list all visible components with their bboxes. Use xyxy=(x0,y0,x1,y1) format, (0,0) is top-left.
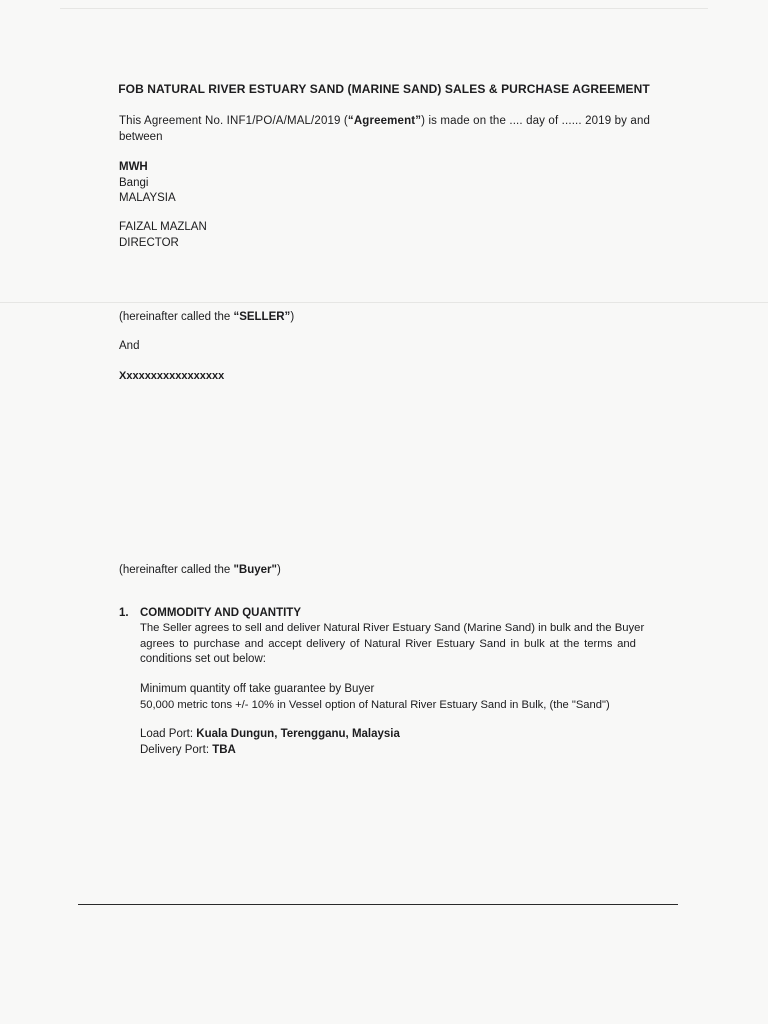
load-port-line xyxy=(140,727,400,743)
buyer-designation-prefix: (hereinafter called the xyxy=(119,564,234,576)
buyer-designation-term: "Buyer" xyxy=(233,564,277,576)
scan-artifact-top xyxy=(60,8,708,9)
minimum-quantity-block xyxy=(140,682,610,713)
delivery-port-label: Delivery Port: xyxy=(140,743,213,756)
load-port-label: Load Port: xyxy=(140,728,197,740)
seller-designation-term: “SELLER” xyxy=(233,311,291,323)
min-qty-line-1: Minimum quantity off take guarantee by Buyer xyxy=(140,683,375,695)
section1-number: 1. xyxy=(119,607,129,619)
seller-designation-prefix: (hereinafter called the xyxy=(119,311,234,323)
intro-paragraph xyxy=(119,114,675,145)
seller-designation xyxy=(119,310,294,326)
intro-prefix: This Agreement No. INF1/PO/A/MAL/2019 ( xyxy=(119,115,348,127)
seller-signatory-title: DIRECTOR xyxy=(119,236,179,249)
seller-city: Bangi xyxy=(119,176,149,189)
section1-body-line-2: agrees to purchase and accept delivery of Natural River Estuary Sand in bulk at the terms and xyxy=(140,637,636,650)
buyer-designation-suffix: ) xyxy=(276,564,281,576)
min-qty-line-2: 50,000 metric tons +/- 10% in Vessel option of Natural River Estuary Sand in Bulk, (the "Sand") xyxy=(140,698,610,711)
intro-suffix: ) is made on the .... day of ...... 2019 by and xyxy=(421,115,651,127)
section1-body-line-1: The Seller agrees to sell and deliver Natural River Estuary Sand (Marine Sand) in bulk and the Buyer xyxy=(140,622,645,634)
load-port-value: Kuala Dungun, Terengganu, Malaysia xyxy=(196,728,400,740)
document-title: FOB NATURAL RIVER ESTUARY SAND (MARINE SAND) SALES & PURCHASE AGREEMENT xyxy=(118,82,650,96)
scan-fold-line xyxy=(0,302,768,303)
buyer-name: Xxxxxxxxxxxxxxxxx xyxy=(119,370,225,382)
seller-signatory-block xyxy=(119,220,207,251)
ports-block xyxy=(140,727,400,758)
intro-line-2: between xyxy=(119,130,163,143)
seller-country: MALAYSIA xyxy=(119,192,176,204)
section1-heading: COMMODITY AND QUANTITY xyxy=(140,607,301,619)
intro-agreement-term: “Agreement” xyxy=(347,115,422,127)
section1-body xyxy=(140,621,676,668)
seller-designation-suffix: ) xyxy=(290,311,295,323)
and-word: And xyxy=(119,340,140,352)
intro-line-1 xyxy=(119,114,675,130)
buyer-designation xyxy=(119,563,281,579)
page-bottom-rule xyxy=(78,904,678,905)
seller-block xyxy=(119,160,176,207)
seller-name: MWH xyxy=(119,161,148,173)
delivery-port-value: TBA xyxy=(212,743,236,756)
delivery-port-line xyxy=(140,743,400,759)
seller-signatory-name: FAIZAL MAZLAN xyxy=(119,221,207,233)
section1-body-line-3: conditions set out below: xyxy=(140,653,266,665)
